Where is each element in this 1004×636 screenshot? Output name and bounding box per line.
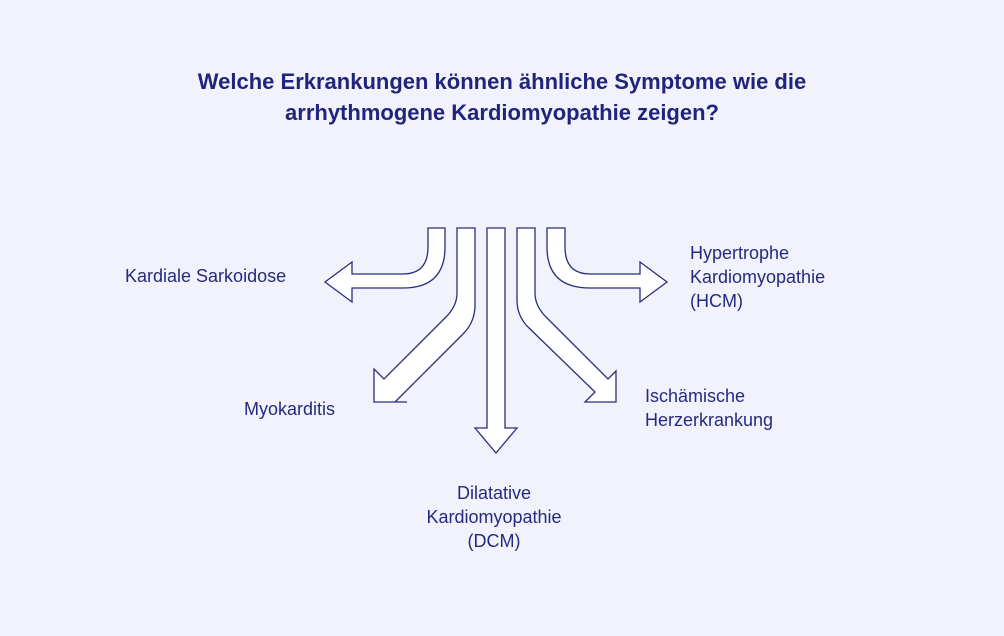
label-hcm-line-3: (HCM): [690, 291, 743, 311]
label-ischaemische-herzerkrankung: [645, 384, 773, 432]
arrow-myokarditis: [374, 228, 475, 402]
label-myokarditis-text: Myokarditis: [244, 399, 336, 419]
title-line-2: arrhythmogene Kardiomyopathie zeigen?: [285, 100, 719, 125]
arrow-sarkoidose: [325, 228, 445, 302]
label-dcm-line-3: (DCM): [467, 531, 521, 551]
title-line-1: Welche Erkrankungen können ähnliche Symptome wie die: [197, 69, 807, 94]
label-kardiale-sarkoidose: [125, 264, 286, 288]
label-dcm: [394, 481, 594, 553]
label-ischaemisch-line-2: Herzerkrankung: [645, 410, 774, 430]
label-hcm: [690, 241, 825, 313]
label-dcm-line-1: Dilatative: [456, 483, 532, 503]
arrow-hcm: [547, 228, 667, 302]
label-dcm-line-2: Kardiomyopathie: [426, 507, 562, 527]
arrow-ischaemisch: [517, 228, 616, 402]
arrow-dcm: [475, 228, 517, 453]
label-myokarditis: [244, 397, 335, 421]
label-hcm-line-2: Kardiomyopathie: [690, 267, 826, 287]
label-sarkoidose-text: Kardiale Sarkoidose: [125, 266, 287, 286]
label-ischaemisch-line-1: Ischämische: [645, 386, 746, 406]
label-hcm-line-1: Hypertrophe: [690, 243, 790, 263]
